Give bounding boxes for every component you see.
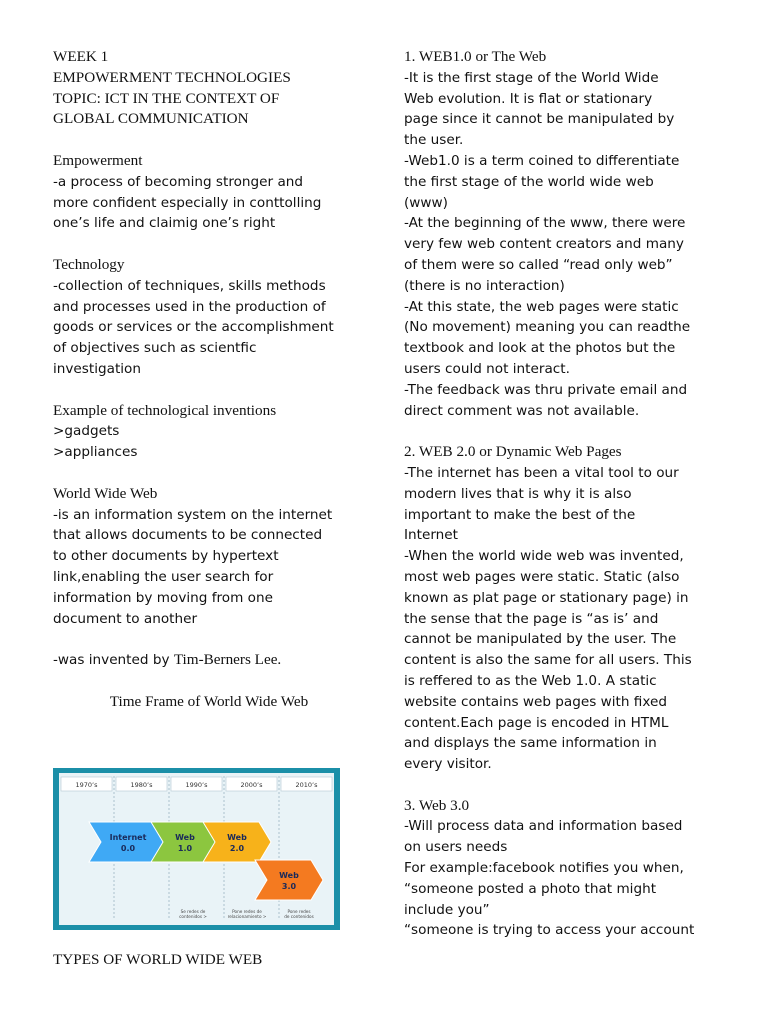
- timeline-caption: Pone redes: [287, 909, 311, 914]
- arrow-label: Web: [175, 833, 195, 842]
- web1-line: Web evolution. It is flat or stationary: [404, 90, 653, 107]
- topic-line-2: GLOBAL COMMUNICATION: [53, 110, 249, 128]
- web1-line: very few web content creators and many: [404, 236, 684, 253]
- technology-line: and processes used in the production of: [53, 298, 326, 315]
- arrow-label: Web: [227, 833, 247, 842]
- web1-title: WEB1.0 or The Web: [418, 48, 547, 65]
- technology-heading: Technology: [53, 255, 125, 273]
- invention-item: >appliances: [53, 444, 138, 461]
- types-heading: TYPES OF WORLD WIDE WEB: [53, 951, 263, 968]
- web1-line: (there is no interaction): [404, 277, 565, 294]
- arrow-version: 0.0: [120, 844, 136, 853]
- web2-line: is reffered to as the Web 1.0. A static: [404, 672, 657, 689]
- empowerment-line: -a process of becoming stronger and: [53, 173, 304, 190]
- www-line: that allows documents to be connected: [53, 527, 323, 544]
- web2-line: content is also the same for all users. This: [404, 652, 692, 669]
- www-line: -is an information system on the internet: [53, 506, 333, 523]
- web1-heading: [404, 47, 744, 68]
- web3-number: 3.: [404, 796, 419, 814]
- arrow-version: 3.0: [281, 882, 297, 891]
- web2-title: WEB 2.0 or Dynamic Web Pages: [418, 443, 622, 461]
- decade-label: 1970’s: [75, 781, 98, 789]
- arrow-label: Internet: [109, 833, 147, 842]
- web2-line: website contains web pages with fixed: [404, 693, 667, 710]
- web3-line: include you”: [404, 901, 490, 918]
- arrow-version: 2.0: [229, 844, 245, 853]
- decade-label: 2000’s: [240, 781, 263, 789]
- timeline-caption: relacionamiento >: [227, 914, 267, 919]
- web3-line: “someone posted a photo that might: [404, 880, 657, 897]
- web3-title: Web 3.0: [418, 796, 470, 814]
- decade-label: 2010’s: [295, 781, 318, 789]
- web1-line: direct comment was not available.: [404, 402, 640, 419]
- web2-line: important to make the best of the: [404, 506, 636, 523]
- web1-line: (No movement) meaning you can readthe: [404, 319, 691, 336]
- web3-line: For example:facebook notifies you when,: [404, 860, 684, 877]
- timeframe-title: Time Frame of World Wide Web: [109, 692, 309, 710]
- invented-by: [53, 650, 365, 671]
- web2-line: Internet: [404, 527, 458, 544]
- technology-line: investigation: [53, 360, 141, 377]
- inventor-name: Tim-Berners Lee.: [173, 651, 282, 669]
- web1-line: textbook and look at the photos but the: [404, 340, 676, 357]
- timeline-graphic: [53, 768, 340, 930]
- technology-line: goods or services or the accomplishment: [53, 319, 334, 336]
- web1-line: -Web1.0 is a term coined to differentiate: [404, 152, 680, 169]
- web1-line: users could not interact.: [404, 360, 570, 377]
- web1-line: -The feedback was thru private email and: [404, 381, 688, 398]
- web2-line: content.Each page is encoded in HTML: [404, 714, 669, 731]
- www-line: link,enabling the user search for: [53, 568, 274, 585]
- web3-heading: [404, 796, 744, 817]
- web2-line: every visitor.: [404, 756, 492, 773]
- empowerment-heading: Empowerment: [53, 151, 143, 169]
- web2-line: -The internet has been a vital tool to our: [404, 464, 679, 481]
- empowerment-line: more confident especially in conttolling: [53, 194, 322, 211]
- technology-line: -collection of techniques, skills methods: [53, 277, 326, 294]
- web2-heading: [404, 442, 744, 463]
- timeline-caption: Se redes de: [180, 909, 206, 914]
- arrow-label: Web: [279, 871, 299, 880]
- week-label: WEEK 1: [53, 48, 109, 65]
- web1-line: -At this state, the web pages were static: [404, 298, 679, 315]
- decade-label: 1980’s: [130, 781, 153, 789]
- course-title: EMPOWERMENT TECHNOLOGIES: [53, 68, 291, 86]
- technology-line: of objectives such as scientfic: [53, 340, 257, 357]
- left-column: [53, 47, 365, 713]
- timeline-caption: Pone redes de: [232, 909, 262, 914]
- web2-line: cannot be manipulated by the user. The: [404, 631, 677, 648]
- web2-line: modern lives that is why it is also: [404, 485, 632, 502]
- topic-line-1: TOPIC: ICT IN THE CONTEXT OF: [53, 89, 280, 107]
- web-timeline-figure: [53, 768, 340, 930]
- www-line: document to another: [53, 610, 198, 627]
- web2-line: -When the world wide web was invented,: [404, 548, 684, 565]
- web2-line: and displays the same information in: [404, 735, 657, 752]
- web1-line: the first stage of the world wide web: [404, 173, 654, 190]
- invented-prefix: -was invented by: [53, 652, 174, 669]
- web1-line: (www): [404, 194, 448, 211]
- inventions-heading: Example of technological inventions: [53, 401, 277, 419]
- web3-line: -Will process data and information based: [404, 818, 683, 835]
- arrow-version: 1.0: [177, 844, 193, 853]
- www-line: to other documents by hypertext: [53, 548, 279, 565]
- web1-line: -It is the first stage of the World Wide: [404, 69, 659, 86]
- www-line: information by moving from one: [53, 589, 273, 606]
- web3-line: on users needs: [404, 839, 508, 856]
- web1-number: 1.: [404, 48, 419, 65]
- web1-line: the user.: [404, 132, 464, 149]
- web1-line: page since it cannot be manipulated by: [404, 111, 675, 128]
- web2-line: the sense that the page is “as is’ and: [404, 610, 659, 627]
- invention-item: >gadgets: [53, 423, 120, 440]
- decade-label: 1990’s: [185, 781, 208, 789]
- timeline-caption: contenidos >: [179, 914, 207, 919]
- web2-number: 2.: [404, 443, 419, 461]
- web2-line: most web pages were static. Static (also: [404, 568, 680, 585]
- web3-line: “someone is trying to access your account: [404, 922, 695, 939]
- right-column: [404, 47, 744, 941]
- web2-line: known as plat page or stationary page) in: [404, 589, 689, 606]
- www-heading: World Wide Web: [53, 484, 158, 502]
- web1-line: -At the beginning of the www, there were: [404, 215, 686, 232]
- timeline-caption: de contenidos: [284, 914, 314, 919]
- empowerment-line: one’s life and claimig one’s right: [53, 215, 276, 232]
- web1-line: of them were so called “read only web”: [404, 256, 673, 273]
